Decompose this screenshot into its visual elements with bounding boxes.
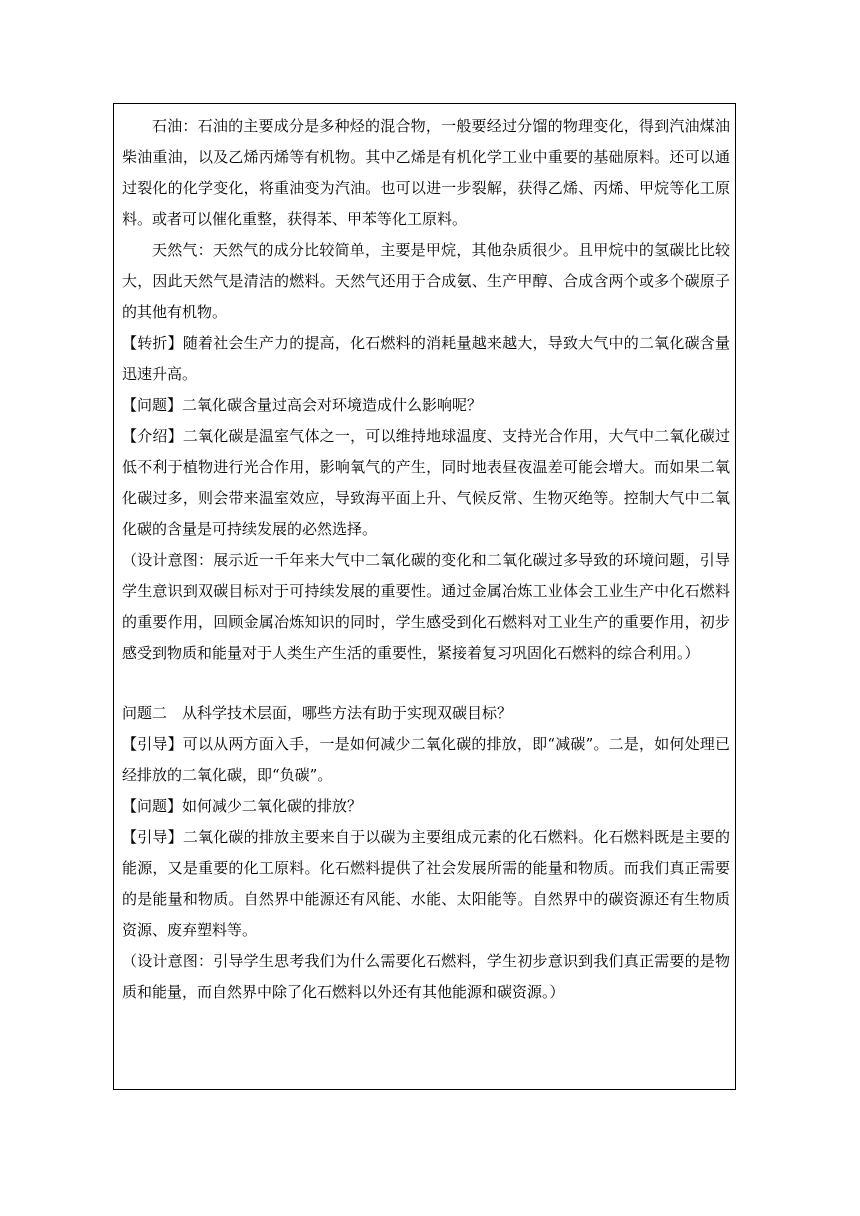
paragraph-transition: 【转折】随着社会生产力的提高，化石燃料的消耗量越来越大，导致大气中的二氧化碳含量迅速升高。: [122, 334, 730, 383]
paragraph-petroleum: 石油：石油的主要成分是多种烃的混合物，一般要经过分馏的物理变化，得到汽油煤油柴油重油，以及乙烯丙烯等有机物。其中乙烯是有机化学工业中重要的基础原料。还可以通过裂化的化学变化，将重油变为汽油。也可以进一步裂解，获得乙烯、丙烯、甲烷等化工原料。或者可以催化重整，获得苯、甲苯等化工原料。: [122, 117, 730, 228]
paragraph-question-reduce: 【问题】如何减少二氧化碳的排放？: [122, 797, 363, 815]
paragraph-design-intent-2: （设计意图：引导学生思考我们为什么需要化石燃料，学生初步意识到我们真正需要的是物质和能量，而自然界中除了化石燃料以外还有其他能源和碳资源。）: [122, 952, 730, 1001]
paragraph-design-intent-1: （设计意图：展示近一千年来大气中二氧化碳的变化和二氧化碳过多导致的环境问题，引导学生意识到双碳目标对于可持续发展的重要性。通过金属冶炼工业体会工业生产中化石燃料的重要作用，回顾金属冶炼知识的同时，学生感受到化石燃料对工业生产的重要作用，初步感受到物质和能量对于人类生产生活的重要性，紧接着复习巩固化石燃料的综合利用。）: [122, 551, 730, 662]
paragraph-guide-1: 【引导】可以从两方面入手，一是如何减少二氧化碳的排放，即“减碳”。二是，如何处理已经排放的二氧化碳，即“负碳”。: [122, 735, 730, 784]
paragraph-gap: [122, 669, 730, 698]
paragraph-guide-2: 【引导】二氧化碳的排放主要来自于以碳为主要组成元素的化石燃料。化石燃料既是主要的能源，又是重要的化工原料。化石燃料提供了社会发展所需的能量和物质。而我们真正需要的是能量和物质。自然界中能源还有风能、水能、太阳能等。自然界中的碳资源还有生物质资源、废弃塑料等。: [122, 828, 730, 939]
paragraph-natural-gas: 天然气：天然气的成分比较简单，主要是甲烷，其他杂质很少。且甲烷中的氢碳比比较大，因此天然气是清洁的燃料。天然气还用于合成氨、生产甲醇、合成含两个或多个碳原子的其他有机物。: [122, 241, 730, 321]
paragraph-question-two: 问题二 从科学技术层面，哪些方法有助于实现双碳目标？: [122, 704, 513, 722]
document-body: [122, 111, 730, 1008]
paragraph-question-impact: 【问题】二氧化碳含量过高会对环境造成什么影响呢？: [122, 396, 483, 414]
paragraph-introduction: 【介绍】二氧化碳是温室气体之一，可以维持地球温度、支持光合作用，大气中二氧化碳过低不利于植物进行光合作用，影响氧气的产生，同时地表昼夜温差可能会增大。而如果二氧化碳过多，则会带来温室效应，导致海平面上升、气候反常、生物灭绝等。控制大气中二氧化碳的含量是可持续发展的必然选择。: [122, 427, 730, 538]
